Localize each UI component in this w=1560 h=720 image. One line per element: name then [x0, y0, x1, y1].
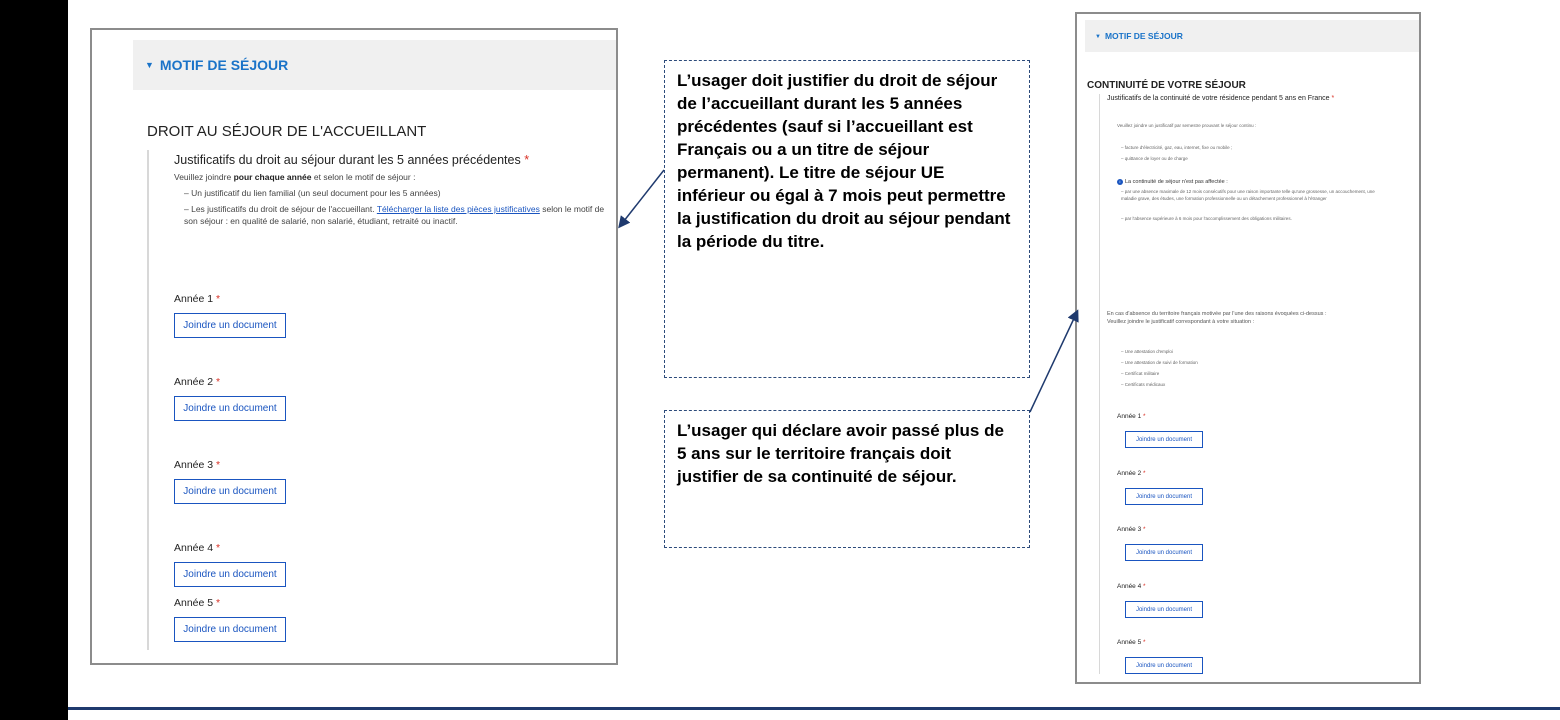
- justificatifs-label: Justificatifs de la continuité de votre résidence pendant 5 ans en France *: [1107, 95, 1335, 102]
- bullet-quittance: – quittance de loyer ou de charge: [1121, 156, 1188, 161]
- intro-text: Veuillez joindre un justificatif par semestre prouvant le séjour continu :: [1117, 123, 1257, 128]
- join-document-button-year-2[interactable]: Joindre un document: [174, 396, 286, 421]
- callout-droit-sejour: L’usager doit justifier du droit de séjour de l’accueillant durant les 5 années précédentes (sauf si l’accueillant est Français ou a un titre de séjour permanent). Le titre de séjour UE inférieur ou égal à 7 mois peut permettre la justification du droit au séjour pendant la période du titre.: [664, 60, 1030, 378]
- required-mark: *: [524, 153, 530, 167]
- join-document-button-year-1[interactable]: Joindre un document: [1125, 431, 1203, 448]
- doc-item: – Certificat militaire: [1121, 371, 1160, 376]
- join-document-button-year-3[interactable]: Joindre un document: [174, 479, 286, 504]
- year-4-block: [174, 542, 286, 587]
- year-5-block: [174, 597, 286, 642]
- join-document-button-year-3[interactable]: Joindre un document: [1125, 544, 1203, 561]
- absence-text: En cas d'absence du territoire français motivée par l'une des raisons évoquées ci-dessus : Veuillez joindre le justificatif correspondant à votre situation :: [1107, 311, 1327, 325]
- instructions: Veuillez joindre pour chaque année et selon le motif de séjour :: [174, 172, 416, 182]
- doc-item: – Certificats médicaux: [1121, 382, 1166, 387]
- bullet-droit-sejour: – Les justificatifs du droit de séjour de l'accueillant. Télécharger la liste des pièces justificatives selon le motif de son séjour : en qualité de salarié, non salarié, étudiant, retraité ou inactif.: [184, 204, 605, 226]
- join-document-button-year-5[interactable]: Joindre un document: [1125, 657, 1203, 674]
- doc-item: – Une attestation de suivi de formation: [1121, 360, 1198, 365]
- chevron-down-icon: ▼: [145, 60, 154, 70]
- arrow-to-left-form: [620, 170, 664, 226]
- year-label: Année 2 *: [174, 376, 221, 388]
- section-header[interactable]: [133, 40, 618, 90]
- year-label: Année 3 *: [1117, 526, 1146, 533]
- section-title: CONTINUITÉ DE VOTRE SÉJOUR: [1087, 80, 1246, 91]
- join-document-button-year-1[interactable]: Joindre un document: [174, 313, 286, 338]
- right-form-screenshot: [1075, 12, 1421, 684]
- justificatifs-label: Justificatifs du droit au séjour durant les 5 années précédentes *: [174, 153, 530, 167]
- section-header[interactable]: [1085, 20, 1421, 52]
- year-label: Année 2 *: [1117, 470, 1146, 477]
- footer-rule: [68, 707, 1560, 710]
- join-document-button-year-4[interactable]: Joindre un document: [1125, 601, 1203, 618]
- year-label: Année 3 *: [174, 459, 221, 471]
- year-label: Année 5 *: [174, 597, 221, 609]
- continuity-note-title: i La continuité de séjour n'est pas affectée :: [1117, 179, 1228, 185]
- join-document-button-year-4[interactable]: Joindre un document: [174, 562, 286, 587]
- bullet-facture: – facture d'électricité, gaz, eau, internet, fixe ou mobile ;: [1121, 145, 1233, 150]
- year-label: Année 5 *: [1117, 639, 1146, 646]
- note-absence: – par une absence maximale de 12 mois consécutifs pour une raison importante telle qu'une grossesse, un accouchement, une maladie grave, des études, une formation professionnelle ou un détachement professionnel à l'étranger: [1121, 189, 1375, 201]
- join-document-button-year-5[interactable]: Joindre un document: [174, 617, 286, 642]
- section-header-label: MOTIF DE SÉJOUR: [1104, 31, 1183, 41]
- year-label: Année 4 *: [1117, 583, 1146, 590]
- justificatifs-block: [174, 153, 614, 227]
- note-militaire: – par l'absence supérieure à 6 mois pour l'accomplissement des obligations militaires.: [1121, 216, 1292, 221]
- left-black-bar: [0, 0, 68, 720]
- join-document-button-year-2[interactable]: Joindre un document: [1125, 488, 1203, 505]
- arrow-to-right-form: [1030, 312, 1077, 412]
- year-label: Année 1 *: [174, 293, 221, 305]
- info-icon: i: [1117, 179, 1123, 185]
- doc-item: – Une attestation d'emploi: [1121, 349, 1173, 354]
- year-label: Année 1 *: [1117, 413, 1146, 420]
- bullet-lien-familial: – Un justificatif du lien familial (un seul document pour les 5 années): [184, 188, 441, 198]
- divider: [1099, 94, 1100, 674]
- divider: [147, 150, 149, 650]
- section-header-label: MOTIF DE SÉJOUR: [159, 57, 289, 73]
- year-label: Année 4 *: [174, 542, 221, 554]
- section-title: DROIT AU SÉJOUR DE L'ACCUEILLANT: [147, 123, 427, 140]
- year-1-block: [174, 293, 286, 338]
- chevron-down-icon: ▼: [1095, 34, 1101, 40]
- left-form-screenshot: [90, 28, 618, 665]
- year-3-block: [174, 459, 286, 504]
- callout-continuite-sejour: L’usager qui déclare avoir passé plus de 5 ans sur le territoire français doit justifier de sa continuité de séjour.: [664, 410, 1030, 548]
- download-list-link[interactable]: Télécharger la liste des pièces justificatives: [376, 204, 540, 214]
- year-2-block: [174, 376, 286, 421]
